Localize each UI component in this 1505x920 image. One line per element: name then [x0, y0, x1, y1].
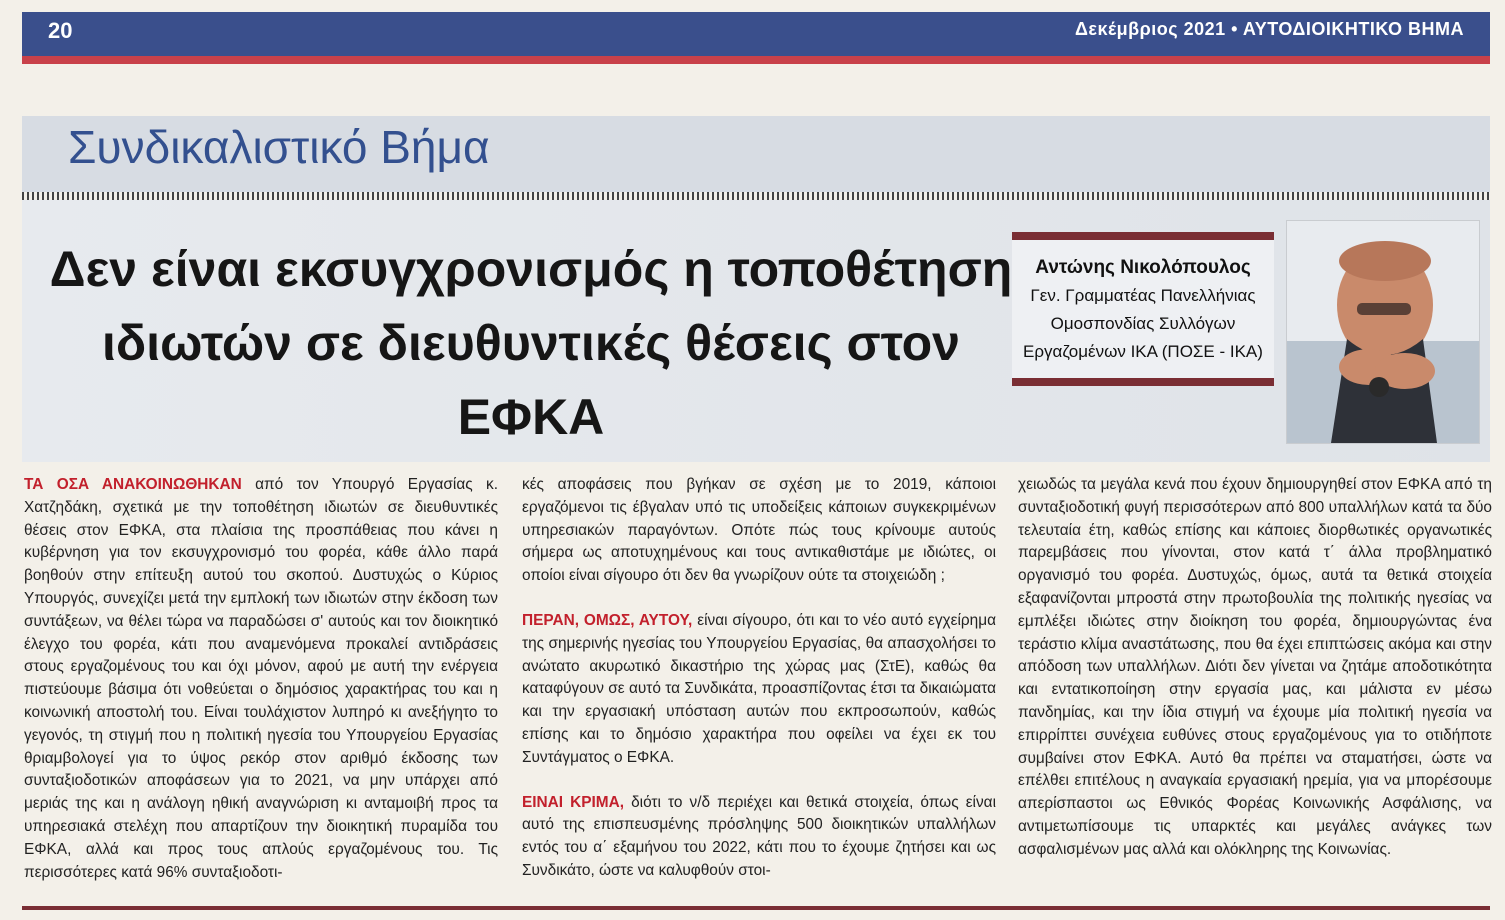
lead-in: ΠΕΡΑΝ, ΟΜΩΣ, ΑΥΤΟΥ,: [522, 611, 693, 629]
paragraph: [522, 474, 996, 588]
headline-area: [22, 200, 1490, 462]
page-header-bar: [22, 12, 1490, 64]
section-title: Συνδικαλιστικό Βήμα: [68, 121, 490, 173]
author-role: Γεν. Γραμματέας Πανελλήνιας Ομοσπονδίας Συλλόγων Εργαζομένων ΙΚΑ (ΠΟΣΕ - ΙΚΑ): [1023, 286, 1263, 361]
author-photo: [1286, 220, 1480, 444]
paragraph: [1018, 474, 1492, 862]
author-name: Αντώνης Νικολόπουλος: [1035, 257, 1251, 278]
paragraph-text: διότι το ν/δ περιέχει και θετικά στοιχεία, όπως είναι αυτό της επισπευσμένης πρόσληψης 500 διοικητικών υπαλλήλων εντός του α΄ εξαμήνου του 2022, κάτι που το έχουμε ζητήσει και ως Συνδικάτο, ώστε να καλυφθούν στοι-: [522, 793, 996, 879]
section-band: [22, 116, 1490, 192]
header-issue-info: [1075, 19, 1464, 40]
author-portrait-image: [1287, 221, 1479, 443]
paragraph: [522, 792, 996, 883]
paragraph: [24, 474, 498, 884]
paragraph-text: κές αποφάσεις που βγήκαν σε σχέση με το 2019, κάποιοι εργαζόμενοι τις έβγαλαν υπό τις υποδείξεις κάποιων συγκεκριμένων υπηρεσιακών παραγόντων. Οπότε πώς τους κρίνουμε αυτούς σήμερα ως αποτυχημένους και τους αντικαθιστάμε με ιδιώτες, οι οποίοι είναι σίγουρο ότι δεν θα γνωρίζουν ούτε τα στοιχειώδη ;: [522, 476, 996, 585]
lead-in: ΤΑ ΟΣΑ ΑΝΑΚΟΙΝΩΘΗΚΑΝ: [24, 476, 242, 493]
article-column-3: [1018, 474, 1492, 884]
paragraph-text: από τον Υπουργό Εργασίας κ. Χατζηδάκη, σχετικά με την τοποθέτηση ιδιωτών σε διευθυντικές θέσεις στον ΕΦΚΑ, στα πλαίσια της προσπάθειας που κάνει η κυβέρνηση για τον εκσυγχρονισμό του φορέα, κάθε άλλο παρά βοηθούν στην επίτευξη αυτού του σκοπού. Δυστυχώς ο Κύριος Υπουργός, συνεχίζει μετά την εμπλοκή των ιδιωτών στην έκδοση των συντάξεων, να θέλει τώρα να παραδώσει σ' αυτούς και τον διοικητικό έλεγχο του φορέα, κάτι που αναμενόμενα προκαλεί αντιδράσεις στους εργαζομένους του και όχι μόνον, αφού με αυτή την ενέργεια πιστεύουμε βάσιμα ότι νοθεύεται ο δημόσιος χαρακτήρας του και η κοινωνική αποστολή του. Είναι τουλάχιστον λυπηρό κι ανεξήγητο το γεγονός, τη στιγμή που η πολιτική ηγεσία του Υπουργείου Εργασίας θριαμβολογεί για το ύψος ρεκόρ στον αριθμό έκδοσης των συνταξιοδοτικών αποφάσεων για το 2021, να μην υπάρχει από μεριάς της και η ανάλογη ηθική αναγνώριση κι ανταμοιβή προς τα υπηρεσιακά στελέχη που απαρτίζουν την διοικητική πυραμίδα του ΕΦΚΑ, αλλά και προς τους απλούς εργαζομένους του. Τις περισσότερες κατά 96% συνταξιοδοτι-: [24, 476, 498, 881]
publication-name: ΑΥΤΟΔΙΟΙΚΗΤΙΚΟ ΒΗΜΑ: [1242, 19, 1464, 39]
paragraph: [522, 610, 996, 770]
article-column-1: [24, 474, 498, 906]
paragraph-text: είναι σίγουρο, ότι και το νέο αυτό εγχείρημα της σημερινής ηγεσίας του Υπουργείου Εργασίας, θα απασχολήσει το ανώτατο ακυρωτικό δικαστήριο της χώρας μας (ΣτΕ), καθώς θα καταφύγουν σε αυτό τα Συνδικάτα, προασπίζοντας έτσι τα δικαιώματα και την εργασιακή υπόσταση αυτών που εκπροσωπούν, καθώς επίσης και το δημόσιο χαρακτήρα που οφείλει να έχει εκ του Συντάγματος ο ΕΦΚΑ.: [522, 611, 997, 766]
author-byline: [1012, 232, 1274, 386]
lead-in: ΕΙΝΑΙ ΚΡΙΜΑ,: [522, 793, 625, 811]
dotted-divider: [22, 192, 1490, 200]
page-number: 20: [48, 18, 73, 43]
footer-rule: [22, 906, 1490, 910]
article-column-2: [522, 474, 996, 905]
header-separator: •: [1231, 19, 1238, 39]
article-headline: Δεν είναι εκσυγχρονισμός η τοποθέτηση ιδιωτών σε διευθυντικές θέσεις στον ΕΦΚΑ: [49, 241, 1013, 445]
paragraph-text: χειωδώς τα μεγάλα κενά που έχουν δημιουργηθεί στον ΕΦΚΑ από τη συνταξιοδοτική φυγή περισσότερων από 800 υπαλλήλων κατά τα δύο τελευταία έτη, καθώς επίσης και κάποιες διορθωτικές οργανωτικές παρεμβάσεις που γίνονται, στον κατά τ΄ άλλα προβληματικό οργανισμό του φορέα. Δυστυχώς, όμως, αυτά τα θετικά στοιχεία εξαφανίζονται μπροστά στην πρωτοβουλία της πολιτικής ηγεσίας να εμπλέξει ιδιώτες στην διοίκηση του φορέα, δημιουργώντας ένα τεράστιο κλίμα αναστάτωσης, που θα έχει επιπτώσεις ακόμα και στην απόδοση των υπαλλήλων. Διότι δεν γίνεται να ζητάμε αποδοτικότητα και εντατικοποίηση στην εργασία μας, και μάλιστα εν μέσω πανδημίας, και την ίδια στιγμή να έχουμε μία πολιτική ηγεσία να επιρρίπτει συνέχεια ευθύνες στους εργαζομένους για το οτιδήποτε συμβαίνει στον ΕΦΚΑ. Αυτό θα πρέπει να σταματήσει, ώστε να επέλθει επιτέλους η αναγκαία εργασιακή ηρεμία, για να μπορέσουμε απερίσπαστοι ως Εθνικός Φορέας Κοινωνικής Ασφάλισης, να αντιμετωπίσουμε τις υπαρκτές και μεγάλες ανάγκες των ασφαλισμένων μας αλλά και ολόκληρης της Κοινωνίας.: [1018, 476, 1492, 858]
issue-date: Δεκέμβριος 2021: [1074, 19, 1226, 39]
